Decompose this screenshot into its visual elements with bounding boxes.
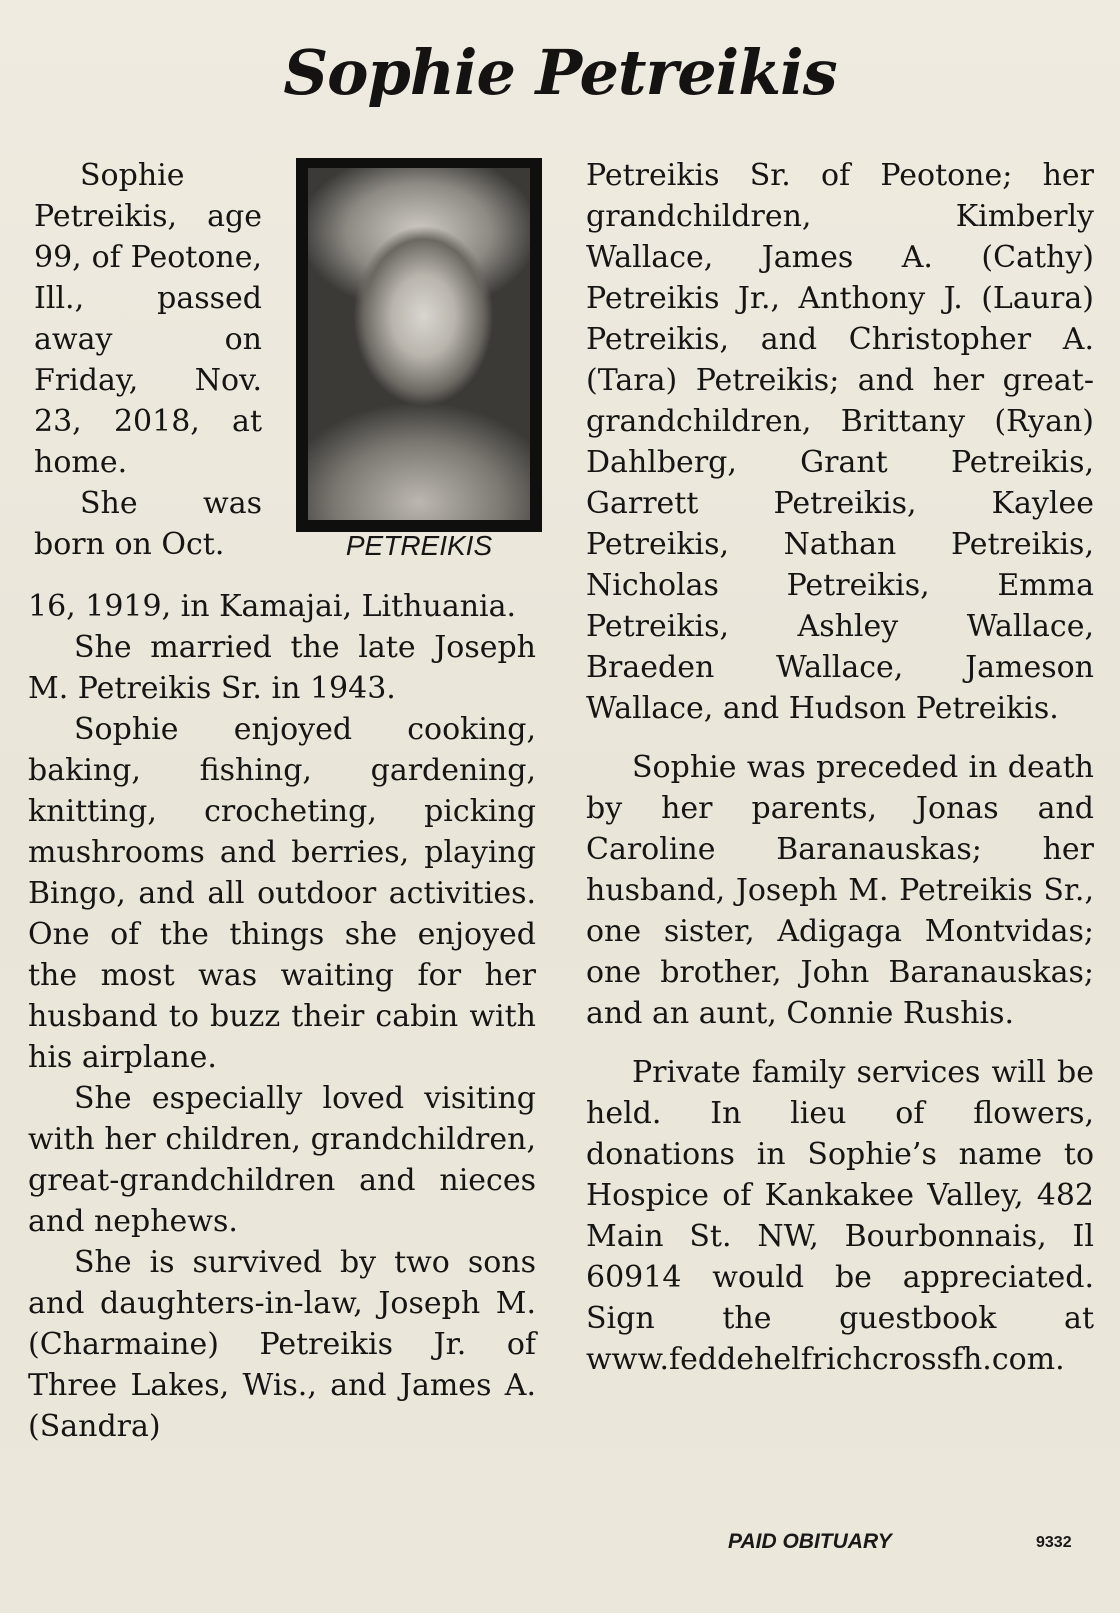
obituary-paragraph: Sophie was preceded in death by her parents, Jonas and Caroline Baranauskas; her husband, Joseph M. Petreikis Sr., one sister, Adigaga Montvidas; one brother, John Baranauskas; and an aunt, Connie Rushis.	[586, 750, 1094, 1031]
column-1-wide	[28, 586, 536, 1447]
obituary-paragraph: She is survived by two sons and daughters-in-law, Joseph M. (Charmaine) Petreikis Jr. of Three Lakes, Wis., and James A. (Sandra)	[28, 1245, 536, 1444]
portrait-image	[308, 168, 530, 520]
obituary-title: Sophie Petreikis	[283, 36, 837, 109]
obituary-paragraph: She married the late Joseph M. Petreikis Sr. in 1943.	[28, 630, 536, 706]
obituary-paragraph: She especially loved visiting with her children, grandchildren, great-grandchildren and nieces and nephews.	[28, 1081, 536, 1239]
obituary-paragraph: 16, 1919, in Kamajai, Lithuania.	[28, 589, 517, 624]
photo-caption: PETREIKIS	[345, 530, 493, 561]
paragraph-gap	[586, 1034, 1094, 1052]
column-2	[586, 155, 1094, 1380]
obituary-paragraph: Private family services will be held. In lieu of flowers, donations in Sophie’s name to Hospice of Kankakee Valley, 482 Main St. NW, Bourbonnais, Il 60914 would be appreciated. Sign the guestbook at www.feddehelfrichcrossfh.com.	[586, 1055, 1094, 1377]
column-1-narrow	[34, 155, 262, 565]
obituary-paragraph: She was born on Oct.	[34, 486, 262, 562]
obituary-paragraph: Sophie enjoyed cooking, baking, fishing, gardening, knitting, crocheting, picking mushrooms and berries, playing Bingo, and all outdoor activities. One of the things she enjoyed the most was waiting for her husband to buzz their cabin with his airplane.	[28, 712, 536, 1075]
paid-obituary-label: PAID OBITUARY	[728, 1530, 892, 1553]
paragraph-gap	[586, 729, 1094, 747]
ad-code: 9332	[1036, 1534, 1072, 1551]
obituary-paragraph: Petreikis Sr. of Peotone; her grandchildren, Kimberly Wallace, James A. (Cathy) Petreikis Jr., Anthony J. (Laura) Petreikis, and Christopher A. (Tara) Petreikis; and her great-grandchildren, Brittany (Ryan) Dahlberg, Grant Petreikis, Garrett Petreikis, Kaylee Petreikis, Nathan Petreikis, Nicholas Petreikis, Emma Petreikis, Ashley Wallace, Braeden Wallace, Jameson Wallace, and Hudson Petreikis.	[586, 158, 1094, 726]
obituary-paragraph: Sophie Petreikis, age 99, of Peotone, Ill., passed away on Friday, Nov. 23, 2018, at home.	[34, 158, 262, 480]
portrait-photo	[296, 158, 542, 532]
